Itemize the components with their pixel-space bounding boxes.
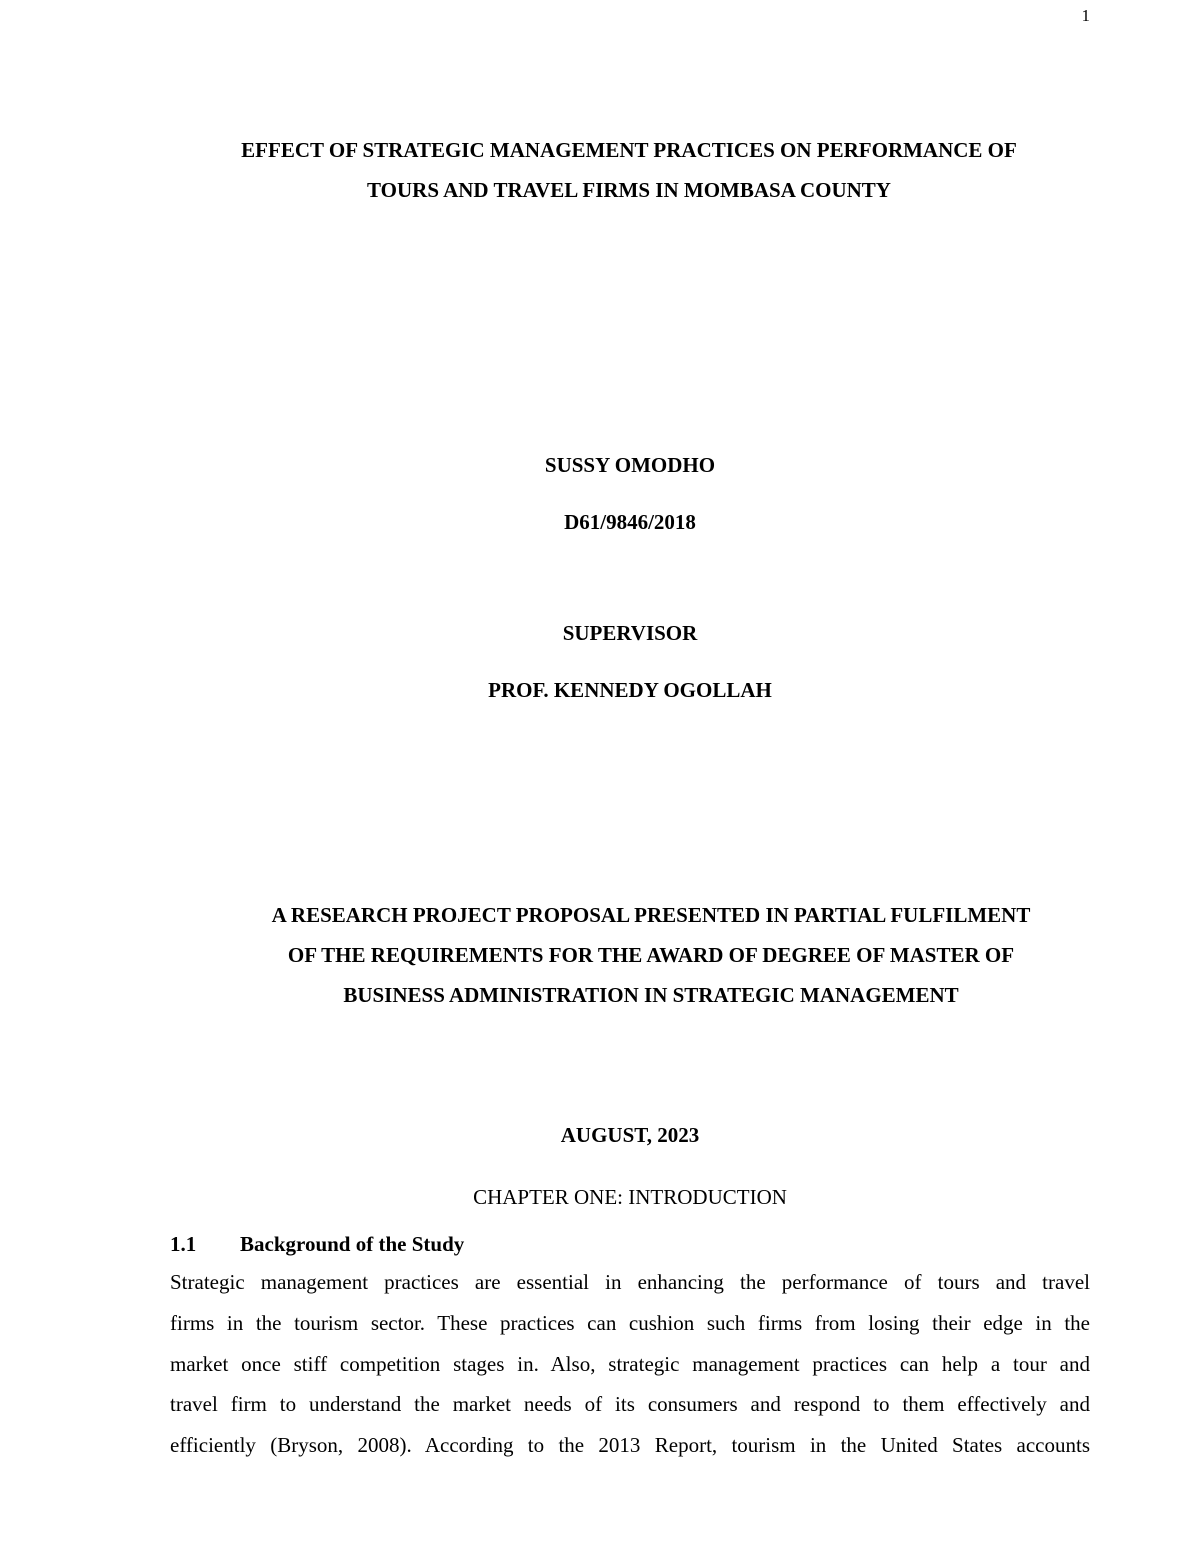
title-line-2: TOURS AND TRAVEL FIRMS IN MOMBASA COUNTY <box>367 178 891 202</box>
body-line: travel firm to understand the market needs of its consumers and respond to them effectively and <box>170 1392 1090 1417</box>
section-heading <box>170 1224 464 1264</box>
chapter-heading: CHAPTER ONE: INTRODUCTION <box>473 1185 787 1209</box>
proposal-line-1: A RESEARCH PROJECT PROPOSAL PRESENTED IN PARTIAL FULFILMENT <box>271 903 1031 927</box>
section-number: 1.1 <box>170 1232 197 1256</box>
proposal-statement <box>0 895 1200 1015</box>
body-line: market once stiff competition stages in. Also, strategic management practices can help a tour and <box>170 1351 1090 1376</box>
body-line: Strategic management practices are essential in enhancing the performance of tours and travel <box>170 1270 1090 1294</box>
supervisor-name: PROF. KENNEDY OGOLLAH <box>488 678 772 702</box>
body-line: firms in the tourism sector. These practices can cushion such firms from losing their edge in the <box>170 1310 1090 1335</box>
body-line: efficiently (Bryson, 2008). According to the 2013 Report, tourism in the United States accounts <box>170 1433 1090 1458</box>
title-line-1: EFFECT OF STRATEGIC MANAGEMENT PRACTICES ON PERFORMANCE OF <box>241 138 1017 162</box>
section-title: Background of the Study <box>240 1232 465 1256</box>
document-title <box>0 130 1200 210</box>
proposal-line-3: BUSINESS ADMINISTRATION IN STRATEGIC MANAGEMENT <box>343 983 959 1007</box>
body-paragraph <box>170 1262 1090 1466</box>
author-name: SUSSY OMODHO <box>544 453 716 477</box>
proposal-line-2: OF THE REQUIREMENTS FOR THE AWARD OF DEGREE OF MASTER OF <box>287 943 1015 967</box>
supervisor-label: SUPERVISOR <box>562 621 698 645</box>
page-number: 1 <box>1081 6 1090 25</box>
submission-date: AUGUST, 2023 <box>560 1123 700 1147</box>
registration-number: D61/9846/2018 <box>564 510 696 534</box>
